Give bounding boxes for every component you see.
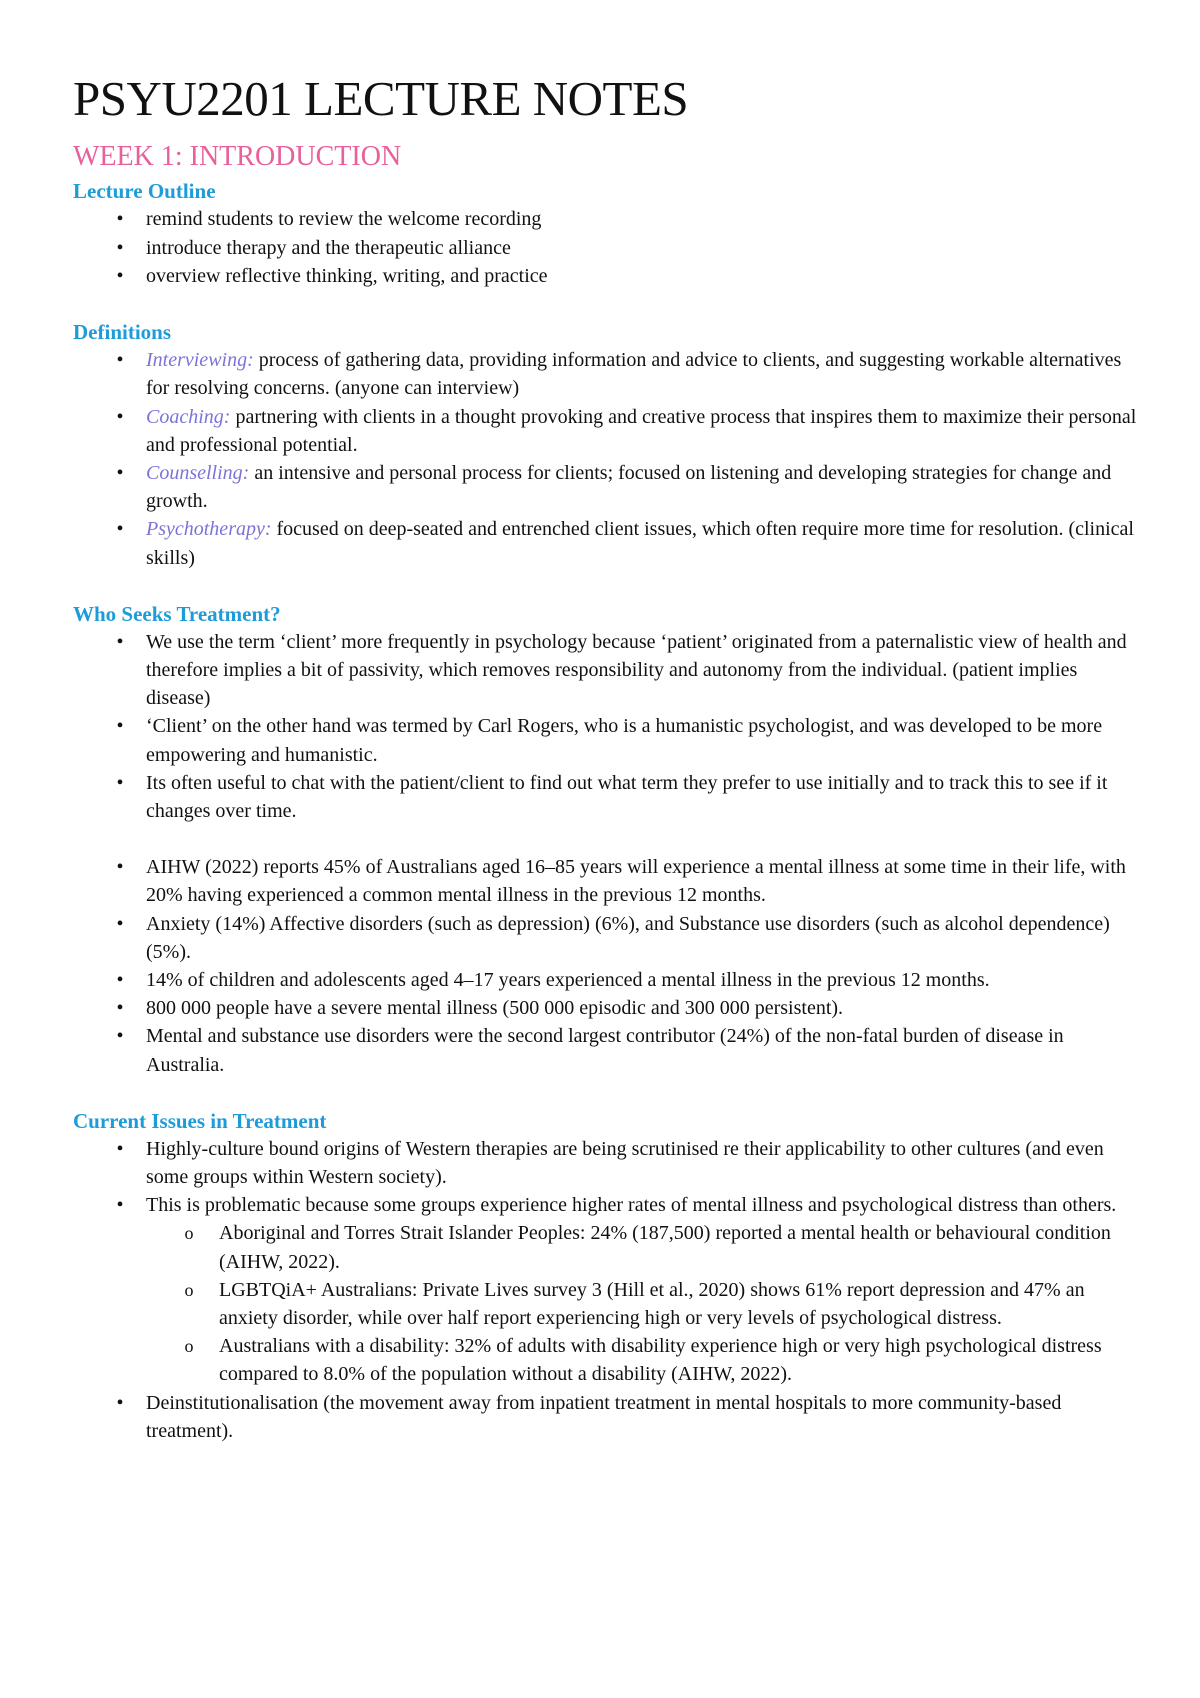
definition-text: focused on deep-seated and entrenched client issues, which often require more time for resolution. (clinical skills)	[146, 518, 1134, 569]
definition-term: Psychotherapy:	[146, 518, 272, 541]
list-item: • Anxiety (14%) Affective disorders (such as depression) (6%), and Substance use disorders (such as alcohol dependence) (5%).	[73, 910, 1140, 966]
definition-term: Interviewing:	[146, 349, 254, 372]
bullet-icon: •	[116, 349, 124, 372]
bullet-icon: •	[116, 912, 124, 935]
list-item: • We use the term ‘client’ more frequently in psychology because ‘patient’ originated from a paternalistic view of health and therefore implies a bit of passivity, which removes responsibility and autonomy from the individual. (patient implies disease)	[73, 628, 1140, 713]
week-heading: WEEK 1: INTRODUCTION	[73, 140, 402, 172]
list-item: • introduce therapy and the therapeutic alliance	[73, 234, 1140, 262]
who-seeks-list-b	[73, 853, 1140, 1079]
definition-term: Counselling:	[146, 461, 250, 484]
definition-item	[73, 515, 1140, 571]
lecture-outline-list	[73, 205, 1140, 290]
definitions-list	[73, 346, 1140, 572]
current-issues-list	[73, 1135, 1140, 1220]
sub-bullet-icon: o	[184, 1279, 194, 1300]
sub-list-item: o Australians with a disability: 32% of adults with disability experience high or very high psychological distress compared to 8.0% of the population without a disability (AIHW, 2022).	[73, 1332, 1140, 1388]
sub-list-item: o LGBTQiA+ Australians: Private Lives survey 3 (Hill et al., 2020) shows 61% report depression and 47% an anxiety disorder, while over half report experiencing high or very levels of psychological distress.	[73, 1276, 1140, 1332]
sub-bullet-icon: o	[184, 1223, 194, 1244]
section-heading-definitions: Definitions	[73, 320, 172, 345]
list-item: • overview reflective thinking, writing, and practice	[73, 262, 1140, 290]
who-seeks-list-a	[73, 628, 1140, 825]
list-item: • 800 000 people have a severe mental illness (500 000 episodic and 300 000 persistent).	[73, 994, 1140, 1022]
definition-text: an intensive and personal process for clients; focused on listening and developing strategies for change and growth.	[146, 461, 1112, 513]
bullet-icon: •	[116, 1391, 124, 1414]
bullet-icon: •	[116, 461, 124, 484]
bullet-icon: •	[116, 1194, 124, 1217]
bullet-icon: •	[116, 630, 124, 653]
bullet-icon: •	[116, 715, 124, 738]
bullet-icon: •	[116, 771, 124, 794]
current-issues-sublist	[73, 1219, 1140, 1388]
definition-term: Coaching:	[146, 405, 231, 428]
bullet-icon: •	[116, 1137, 124, 1160]
definition-text: partnering with clients in a thought provoking and creative process that inspires them to maximize their personal and professional potential.	[146, 405, 1137, 456]
bullet-icon: •	[116, 236, 124, 259]
definition-item	[73, 403, 1140, 459]
section-heading-current-issues: Current Issues in Treatment	[73, 1108, 327, 1133]
bullet-icon: •	[116, 997, 124, 1020]
list-item: • ‘Client’ on the other hand was termed by Carl Rogers, who is a humanistic psychologist, and was developed to be more empowering and humanistic.	[73, 712, 1140, 768]
section-heading-lecture-outline: Lecture Outline	[73, 179, 216, 204]
current-issues-list-end	[73, 1389, 1140, 1445]
page-title: PSYU2201 LECTURE NOTES	[73, 71, 689, 126]
list-item: • Its often useful to chat with the patient/client to find out what term they prefer to use initially and to track this to see if it changes over time.	[73, 769, 1140, 825]
sub-bullet-icon: o	[184, 1336, 194, 1357]
bullet-icon: •	[116, 856, 124, 879]
list-item: • AIHW (2022) reports 45% of Australians aged 16–85 years will experience a mental illness at some time in their life, with 20% having experienced a common mental illness in the previous 12 months.	[73, 853, 1140, 909]
list-item: • Mental and substance use disorders were the second largest contributor (24%) of the non-fatal burden of disease in Australia.	[73, 1022, 1140, 1078]
list-item: • remind students to review the welcome recording	[73, 205, 1140, 233]
bullet-icon: •	[116, 208, 124, 231]
bullet-icon: •	[116, 518, 124, 541]
list-item: • 14% of children and adolescents aged 4–17 years experienced a mental illness in the previous 12 months.	[73, 966, 1140, 994]
bullet-icon: •	[116, 968, 124, 991]
definition-item	[73, 459, 1140, 515]
list-item: • This is problematic because some groups experience higher rates of mental illness and psychological distress than others.	[73, 1191, 1140, 1219]
bullet-icon: •	[116, 1025, 124, 1048]
definition-item	[73, 346, 1140, 402]
bullet-icon: •	[116, 264, 124, 287]
bullet-icon: •	[116, 405, 124, 428]
section-heading-who-seeks-treatment: Who Seeks Treatment?	[73, 601, 281, 626]
list-item: • Deinstitutionalisation (the movement away from inpatient treatment in mental hospitals to more community-based treatment).	[73, 1389, 1140, 1445]
sub-list-item: o Aboriginal and Torres Strait Islander Peoples: 24% (187,500) reported a mental health or behavioural condition (AIHW, 2022).	[73, 1219, 1140, 1275]
definition-text: process of gathering data, providing information and advice to clients, and suggesting workable alternatives for resolving concerns. (anyone can interview)	[146, 349, 1122, 400]
list-item: • Highly-culture bound origins of Western therapies are being scrutinised re their applicability to other cultures (and even some groups within Western society).	[73, 1135, 1140, 1191]
